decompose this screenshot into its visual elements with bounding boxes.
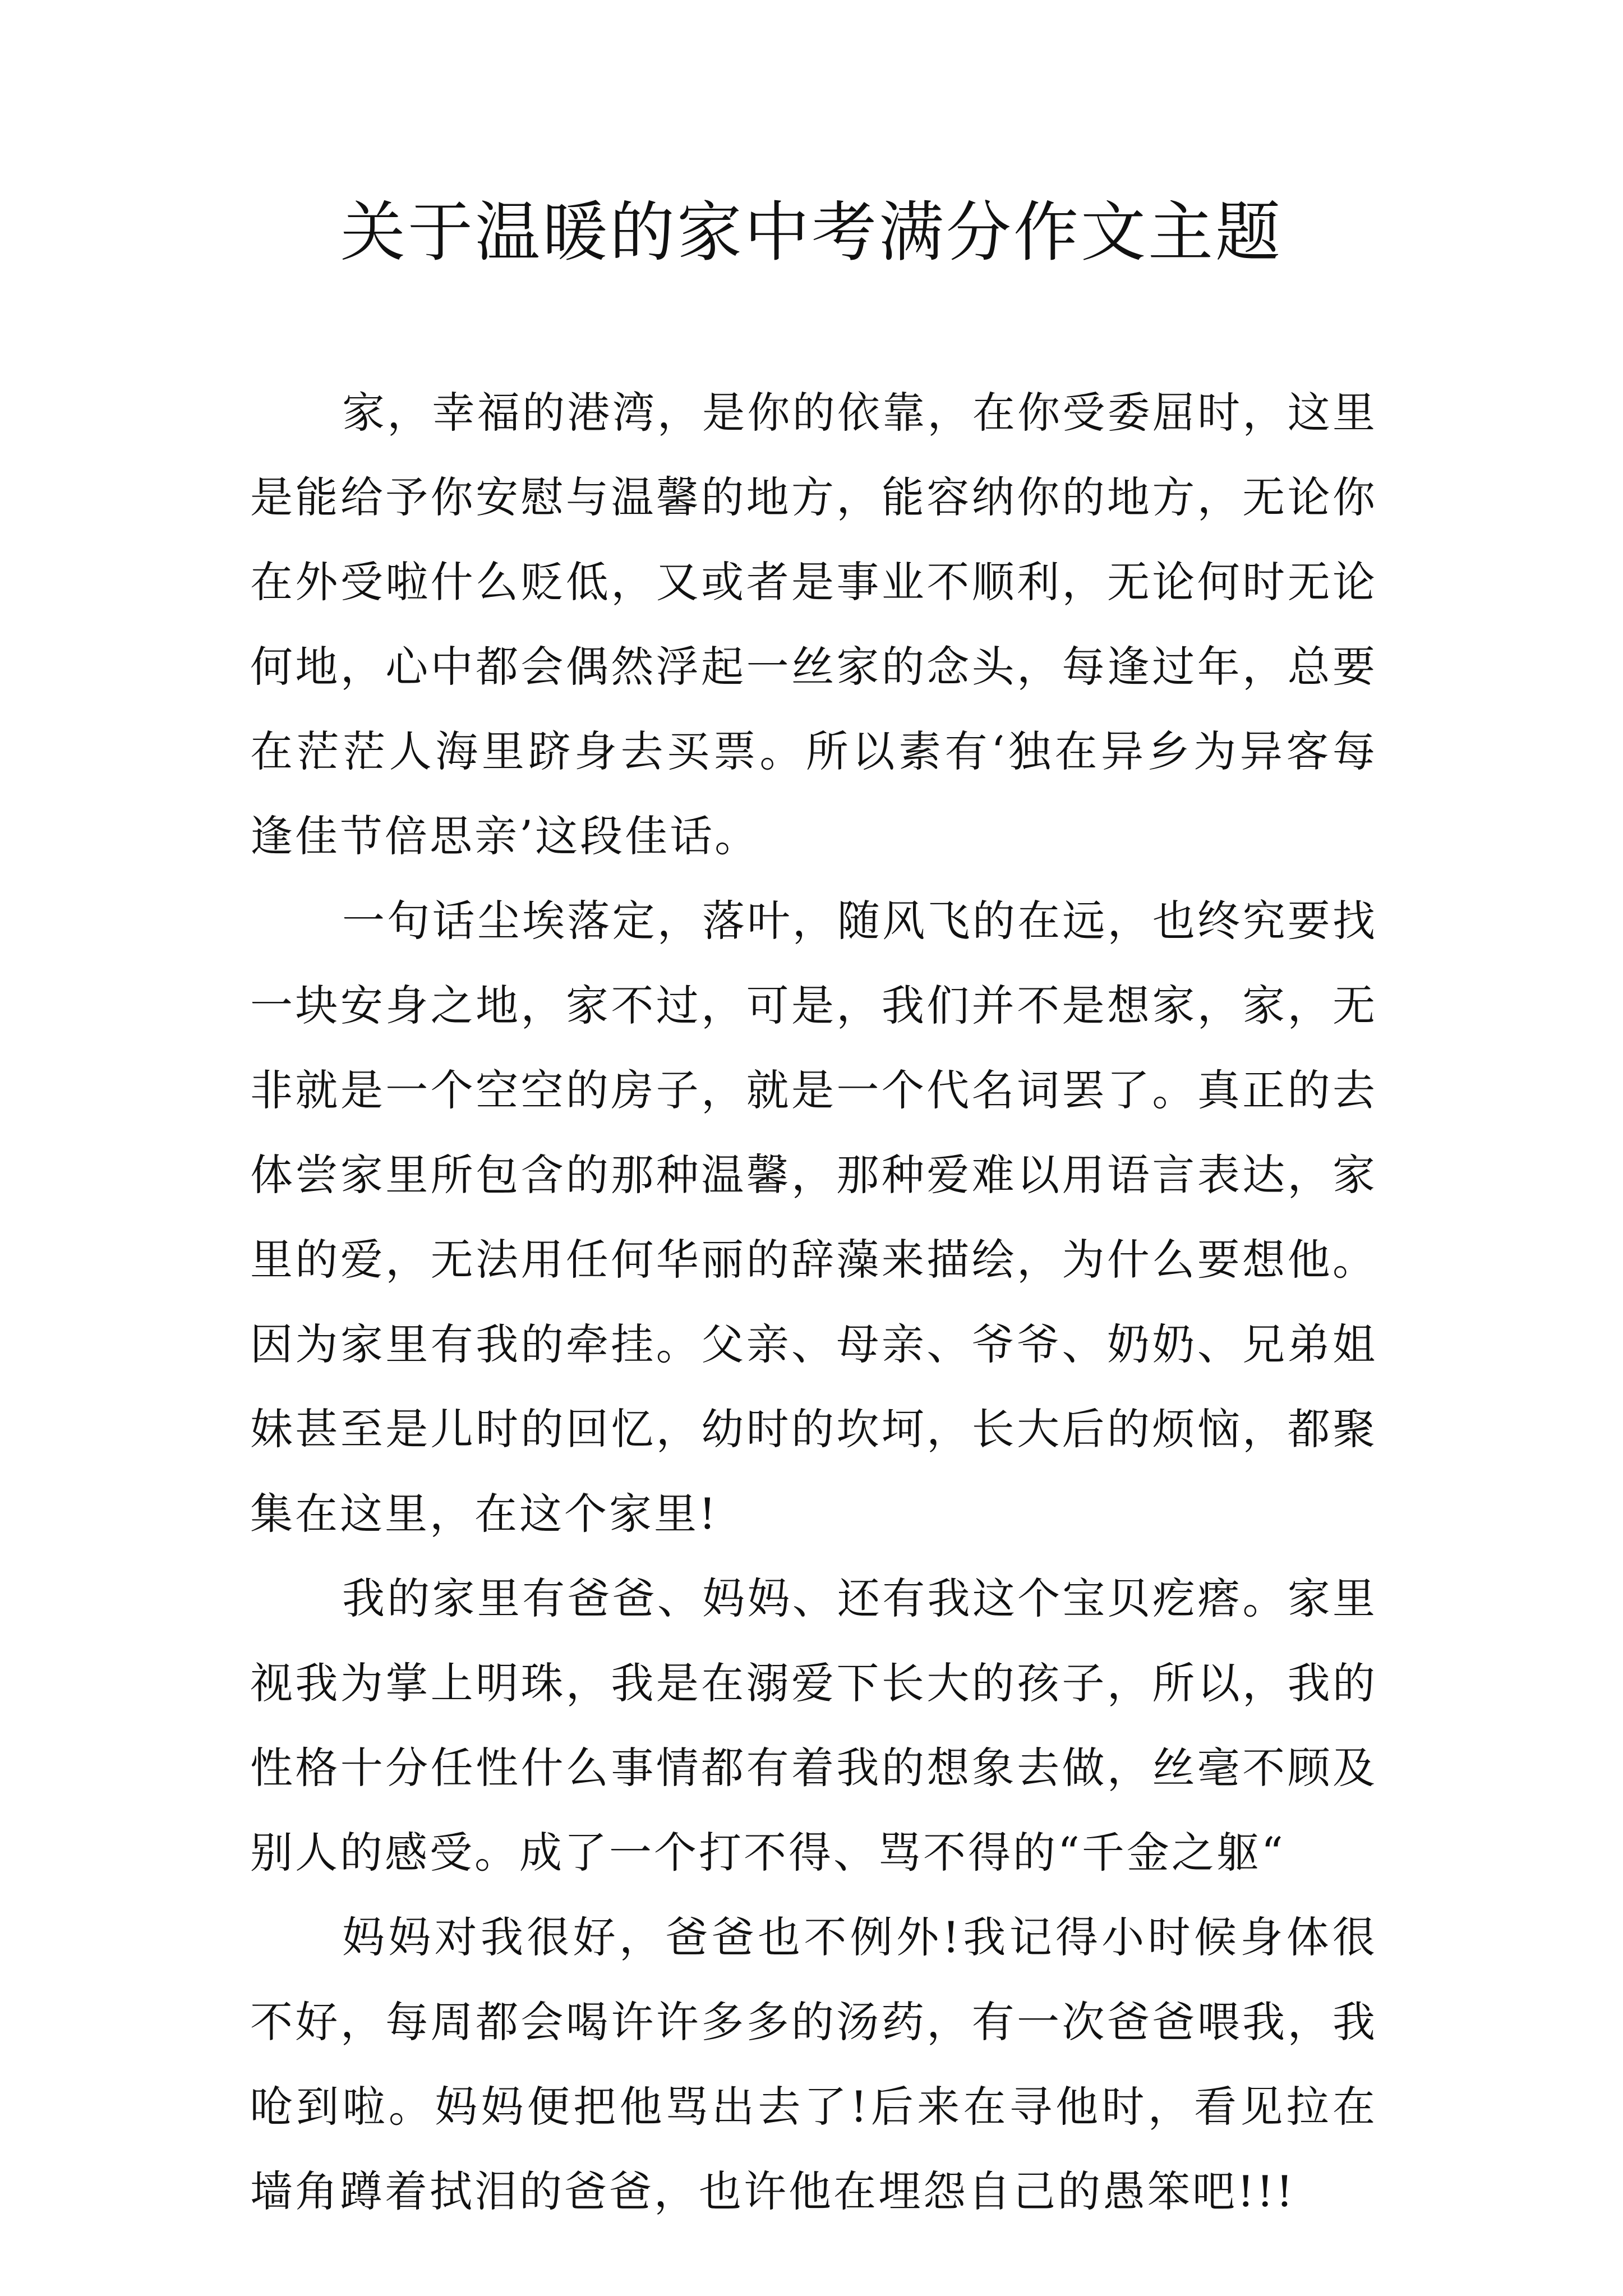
paragraph-3: 我的家里有爸爸、妈妈、还有我这个宝贝疙瘩。家里视我为掌上明珠，我是在溺爱下长大的孩子，所以，我的性格十分任性什么事情都有着我的想象去做，丝毫不顾及别人的感受。成了一个打不得、骂不得的“千金之躯“	[250, 1573, 1377, 1878]
paragraph-1: 家，幸福的港湾，是你的依靠，在你受委屈时，这里是能给予你安慰与温馨的地方，能容纳你的地方，无论你在外受啦什么贬低，又或者是事业不顺利，无论何时无论何地，心中都会偶然浮起一丝家的念头，每逢过年，总要在茫茫人海里跻身去买票。所以素有‘独在异乡为异客每逢佳节倍思亲’这段佳话。	[250, 388, 1377, 861]
paragraph-4: 妈妈对我很好，爸爸也不例外!我记得小时候身体很不好，每周都会喝许许多多的汤药，有一次爸爸喂我，我呛到啦。妈妈便把他骂出去了!后来在寻他时，看见拉在墙角蹲着拭泪的爸爸，也许他在埋怨自己的愚笨吧!!!	[250, 1912, 1377, 2216]
document-title: 关于温暖的家中考满分作文主题	[340, 195, 1283, 270]
paragraph-2: 一句话尘埃落定，落叶，随风飞的在远，也终究要找一块安身之地，家不过，可是，我们并不是想家，家，无非就是一个空空的房子，就是一个代名词罢了。真正的去体尝家里所包含的那种温馨，那种爱难以用语言表达，家里的爱，无法用任何华丽的辞藻来描绘，为什么要想他。因为家里有我的牵挂。父亲、母亲、爷爷、奶奶、兄弟姐妹甚至是儿时的回忆，幼时的坎坷，长大后的烦恼，都聚集在这里，在这个家里!	[250, 896, 1377, 1539]
document-body	[250, 370, 1377, 2234]
